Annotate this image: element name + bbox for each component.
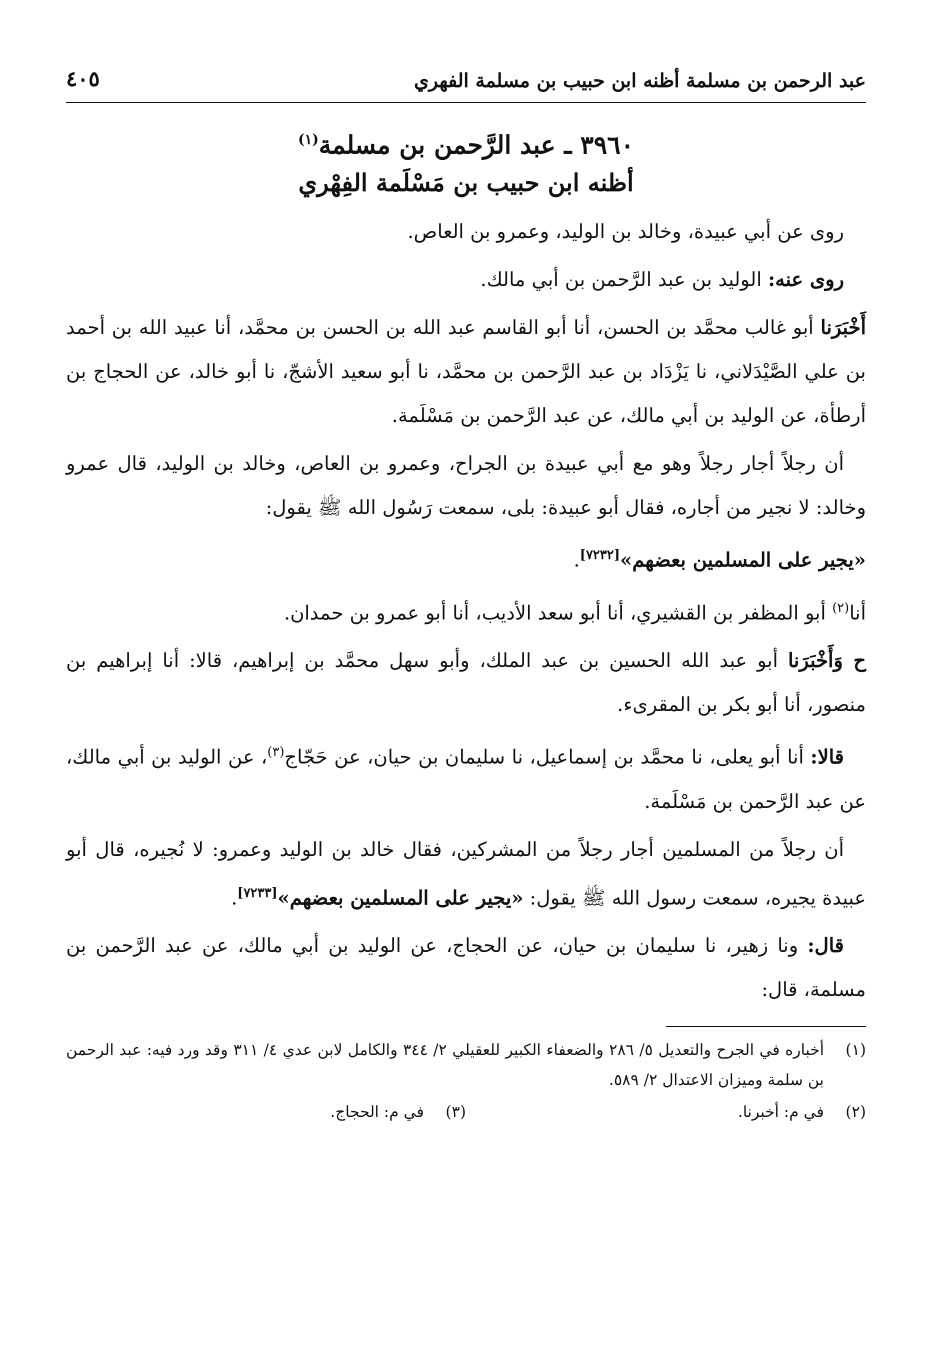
footnote-marker: (١)	[845, 1041, 866, 1060]
paragraph-hadith-1	[66, 534, 866, 583]
paragraph-text: أنا	[849, 601, 866, 625]
lead-word: قالا:	[810, 745, 844, 769]
entry-title	[66, 121, 866, 164]
footnote-pair	[66, 1097, 866, 1127]
footnote-reference: (٢)	[832, 600, 850, 616]
paragraph-matn-1: أن رجلاً أجار رجلاً وهو مع أبي عبيدة بن الجراح، وعمرو بن العاص، وخالد بن الوليد، قال عمرو وخالد: لا نجير من أجاره، فقال أبو عبيدة: بلى، سمعت رَسُول الله ﷺ يقول:	[66, 452, 866, 520]
footnote-text: أخباره في الجرح والتعديل ٥/ ٢٨٦ والضعفاء الكبير للعقيلي ٢/ ٣٤٤ والكامل لابن عدي ٤/ ٣١١ وقد ورد فيه: عبد الرحمن بن سلمة وميزان الاعتدال ٢/ ٥٨٩.	[66, 1041, 825, 1090]
paragraph-text: أنا أبو يعلى، نا محمَّد بن إسماعيل، نا سليمان بن حيان، عن حَجّاج	[284, 745, 811, 769]
entry-body	[66, 210, 866, 1012]
footnote-marker: (٢)	[845, 1103, 866, 1122]
footnote-1	[66, 1035, 866, 1095]
lead-word: ح وَأَخْبَرَنا	[787, 649, 866, 673]
footnote-reference: (٣)	[267, 745, 285, 761]
hadith-reference-number: [٧٢٣٢]	[579, 548, 621, 564]
footnote-2	[466, 1097, 866, 1127]
paragraph-text: الوليد بن عبد الرَّحمن بن أبي مالك.	[480, 268, 768, 292]
paragraph-isnad-5	[66, 924, 866, 1012]
page-number: ٤٠٥	[66, 66, 100, 91]
paragraph-narrated-from: روى عن أبي عبيدة، وخالد بن الوليد، وعمرو بن العاص.	[407, 220, 844, 244]
footnote-3	[66, 1097, 466, 1127]
paragraph-isnad-3	[66, 639, 866, 727]
footnotes	[66, 1035, 866, 1127]
paragraph-text: أبو غالب محمَّد بن الحسن، أنا أبو القاسم عبد الله بن الحسن بن محمَّد، أنا عبيد الله بن أحمد بن علي الصَّيْدَلاني، نا يَزْدَاد بن عبد الرَّحمن بن محمَّد، نا أبو سعيد الأشجّ، نا أبو خالد، عن الحجاج بن أرطأة، عن الوليد بن أبي مالك، عن عبد الرَّحمن بن مَسْلَمة.	[66, 316, 866, 428]
entry-footnote-marker: (١)	[297, 132, 319, 148]
footnote-text: في م: الحجاج.	[330, 1103, 424, 1122]
page-header	[66, 62, 866, 103]
entry-number-and-name: ٣٩٦٠ ـ عبد الرَّحمن بن مسلمة	[318, 130, 635, 160]
paragraph-text: أن رجلاً من المسلمين أجار رجلاً من المشركين، فقال خالد بن الوليد وعمرو: لا نُجيره، قال أبو عبيدة يجيره، سمعت رسول الله ﷺ يقول:	[66, 837, 866, 910]
hadith-reference-number: [٧٢٣٣]	[237, 885, 278, 901]
paragraph-isnad-1	[66, 306, 866, 438]
lead-word: روى عنه:	[767, 268, 844, 292]
footnote-divider	[666, 1026, 866, 1027]
lead-word: قال:	[807, 934, 844, 958]
book-page	[66, 62, 866, 1127]
paragraph-narrated-by	[66, 258, 866, 302]
paragraph-text: أبو عبد الله الحسين بن عبد الملك، وأبو سهل محمَّد بن إبراهيم، قالا: أنا إبراهيم بن منصور، أنا أبو بكر بن المقرىء.	[66, 649, 866, 717]
paragraph-text: أبو المظفر بن القشيري، أنا أبو سعد الأديب، أنا أبو عمرو بن حمدان.	[283, 601, 833, 625]
paragraph-matn-2	[66, 828, 866, 921]
paragraph-isnad-4	[66, 731, 866, 824]
lead-word: أَخْبَرَنا	[820, 316, 866, 340]
footnote-text: في م: أخبرنا.	[737, 1103, 824, 1122]
entry-subtitle: أظنه ابن حبيب بن مَسْلَمة الفِهْري	[298, 168, 634, 198]
hadith-text: «يجير على المسلمين بعضهم»	[620, 548, 866, 572]
punctuation: .	[573, 548, 580, 572]
footnote-marker: (٣)	[445, 1103, 466, 1122]
paragraph-text: ، عن الوليد بن أبي مالك، عن عبد الرَّحمن بن مَسْلَمة.	[66, 745, 866, 813]
hadith-text: «يجير على المسلمين بعضهم»	[277, 886, 524, 910]
paragraph-text: ونا زهير، نا سليمان بن حيان، عن الحجاج، عن الوليد بن أبي مالك، عن عبد الرَّحمن بن مسلمة، قال:	[66, 934, 866, 1002]
paragraph-isnad-2	[66, 587, 866, 636]
running-title: عبد الرحمن بن مسلمة أظنه ابن حبيب بن مسلمة الفهري	[413, 70, 866, 92]
punctuation: .	[231, 886, 238, 910]
entry-heading	[66, 121, 866, 202]
